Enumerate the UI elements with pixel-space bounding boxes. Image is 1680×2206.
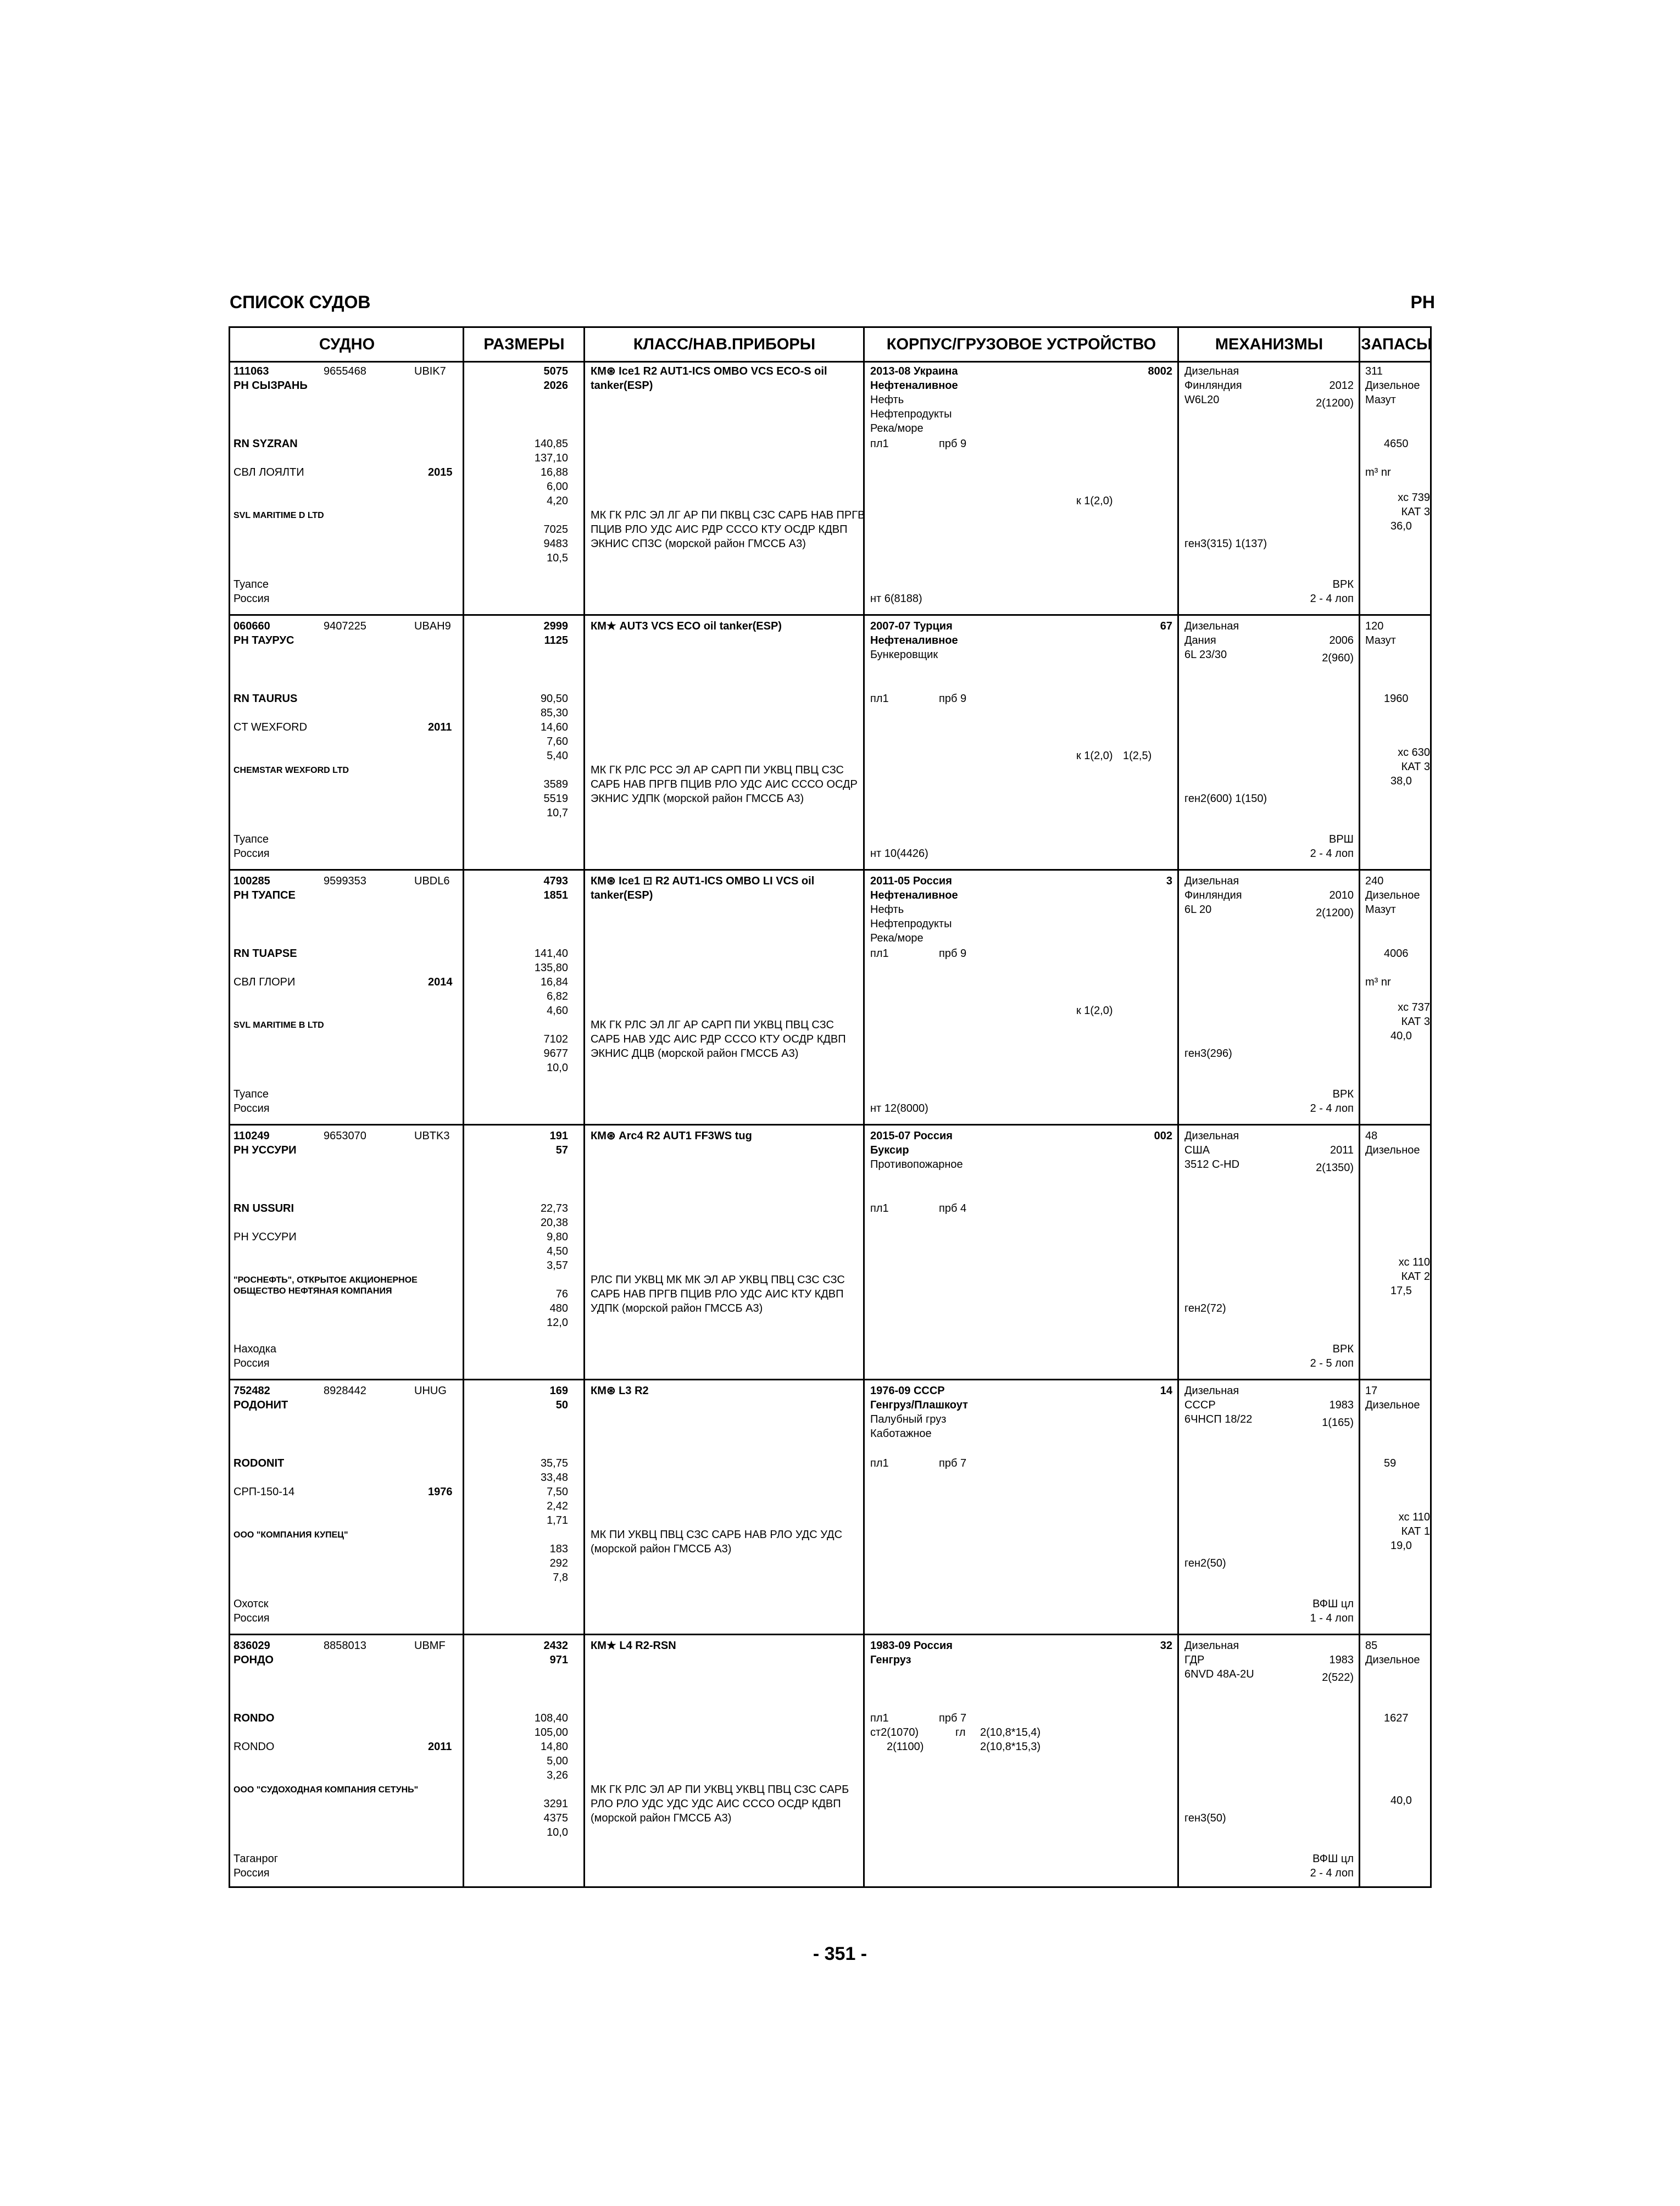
call-sign: UBAH9: [414, 620, 451, 632]
supply-unit: m³ nr: [1365, 976, 1391, 988]
propeller: ВФШ цл: [1312, 1853, 1354, 1865]
owner: ООО "СУДОХОДНАЯ КОМПАНИЯ СЕТУНЬ": [233, 1785, 419, 1795]
tonnage: 2432: [543, 1640, 568, 1652]
vessel-name: РОНДО: [233, 1654, 274, 1666]
flag-country: Россия: [233, 1612, 270, 1624]
imo-number: 9653070: [324, 1130, 366, 1142]
hatch-info: 2(1100): [887, 1741, 924, 1753]
yard-number: 32: [1160, 1640, 1172, 1652]
dimension: 85,30: [540, 707, 568, 719]
deck-count: пл1: [870, 1457, 889, 1469]
capacity: 183: [549, 1543, 568, 1555]
vessel-record: [230, 1126, 1430, 1380]
col-class: КЛАСС/НАВ.ПРИБОРЫ: [633, 336, 816, 353]
build-info: 2015-07 Россия: [870, 1130, 953, 1142]
build-year: 2014: [428, 976, 453, 988]
vessel-record: [230, 1380, 1430, 1635]
capacity: 292: [549, 1557, 568, 1569]
vessel-type: Генгруз: [870, 1654, 911, 1666]
supply-fuel: Дизельное: [1365, 1144, 1420, 1156]
dimension: 137,10: [534, 452, 568, 464]
dimension: 140,85: [534, 438, 568, 450]
build-info: 1976-09 СССР: [870, 1385, 945, 1397]
supply-xc: хс 110: [1398, 1511, 1430, 1523]
tonnage: 50: [555, 1399, 568, 1411]
bulkheads: прб 9: [939, 438, 967, 450]
capacity: 10,0: [547, 1062, 568, 1074]
propeller-blades: 1 - 4 лоп: [1310, 1612, 1354, 1624]
former-name: RONDO: [233, 1741, 275, 1753]
reg-number: 110249: [233, 1130, 270, 1142]
dimension: 4,20: [547, 495, 568, 507]
nav-equipment: МК ГК РЛС РСС ЭЛ АР САРП ПИ УКВЦ ПВЦ СЗС САРБ НАВ ПРГВ ПЦИВ РЛО УДС АИС СССО ОСДР ЭКНИС УДПК (морской район ГМССБ А3): [591, 764, 858, 805]
engine-power: 2(522): [1322, 1672, 1354, 1684]
tonnage: 4793: [543, 875, 568, 887]
vessel-name-latin: RN TUAPSE: [233, 948, 297, 960]
supply-value: 311: [1365, 365, 1383, 377]
engine-country: США: [1184, 1144, 1210, 1156]
propeller-blades: 2 - 5 лоп: [1310, 1357, 1354, 1369]
generators: ген3(296): [1184, 1048, 1232, 1060]
engine-country: Финляндия: [1184, 380, 1242, 392]
dimension: 105,00: [534, 1726, 568, 1739]
vessel-type: Буксир: [870, 1144, 909, 1156]
dimension: 1,71: [547, 1514, 568, 1527]
supply-xc: хс 739: [1398, 492, 1430, 504]
capacity: 3291: [543, 1798, 568, 1810]
supply-fuel: Мазут: [1365, 904, 1396, 916]
engine-year: 1983: [1329, 1654, 1354, 1666]
nav-equipment: МК ГК РЛС ЭЛ АР ПИ УКВЦ УКВЦ ПВЦ СЗС САРБ РЛО РЛО УДС УДС УДС АИС СССО ОСДР КДВП (морской район ГМССБ А3): [591, 1784, 849, 1824]
vessel-name-latin: RODONIT: [233, 1457, 285, 1469]
crane: 1(2,5): [1123, 750, 1152, 762]
engine-type: Дизельная: [1184, 875, 1239, 887]
vessel-name: РН УССУРИ: [233, 1144, 297, 1156]
supply-fuel: Дизельное: [1365, 380, 1420, 392]
capacity: 10,5: [547, 552, 568, 564]
supply-unit: m³ nr: [1365, 466, 1391, 478]
dimension: 6,82: [547, 990, 568, 1002]
supply-capacity: 59: [1384, 1457, 1397, 1469]
imo-number: 9655468: [324, 365, 366, 377]
propeller: ВРШ: [1328, 833, 1354, 845]
owner: CHEMSTAR WEXFORD LTD: [233, 766, 349, 775]
col-dimensions: РАЗМЕРЫ: [483, 336, 565, 353]
capacity: 10,7: [547, 807, 568, 819]
reg-number: 111063: [233, 365, 269, 377]
hatch-info: 2(10,8*15,3): [980, 1741, 1041, 1753]
engine-power: 2(1350): [1316, 1162, 1354, 1174]
tonnage: 1851: [543, 889, 568, 901]
supply-xc: хс 110: [1398, 1256, 1430, 1268]
col-machinery: МЕХАНИЗМЫ: [1215, 336, 1323, 353]
supply-fuel: Дизельное: [1365, 1654, 1420, 1666]
supply-value: 85: [1365, 1640, 1378, 1652]
dimension: 3,26: [547, 1769, 568, 1781]
class-notation: КМ★ L4 R2-RSN: [591, 1640, 676, 1652]
reg-number: 100285: [233, 875, 270, 887]
engine-model: 6L 20: [1184, 904, 1212, 916]
vessel-name-latin: RN USSURI: [233, 1202, 294, 1215]
capacity: 9483: [543, 538, 568, 550]
supply-capacity: 1627: [1384, 1712, 1409, 1724]
engine-type: Дизельная: [1184, 620, 1239, 632]
reg-number: 060660: [233, 620, 270, 632]
supply-category: КАТ 3: [1401, 1016, 1430, 1028]
propeller-blades: 2 - 4 лоп: [1310, 1102, 1354, 1115]
vessel-type: Нефтеналивное: [870, 380, 958, 392]
bulkheads: прб 9: [939, 948, 967, 960]
owner: SVL MARITIME B LTD: [233, 1021, 324, 1030]
cargo-desc: Нефть: [870, 394, 904, 406]
vessel-record: [230, 616, 1430, 871]
yard-number: 14: [1160, 1385, 1172, 1397]
dimension: 90,50: [540, 693, 568, 705]
engine-country: Дания: [1184, 634, 1216, 647]
dimension: 108,40: [534, 1712, 568, 1724]
supply-value: 48: [1365, 1130, 1378, 1142]
imo-number: 9407225: [324, 620, 366, 632]
propeller-blades: 2 - 4 лоп: [1310, 848, 1354, 860]
capacity: 7,8: [553, 1572, 568, 1584]
cargo-desc: Река/море: [870, 422, 924, 434]
engine-power: 2(1200): [1316, 397, 1354, 409]
supply-speed: 40,0: [1390, 1030, 1412, 1042]
propeller: ВРК: [1332, 1343, 1354, 1355]
propeller-blades: 2 - 4 лоп: [1310, 593, 1354, 605]
engine-country: ГДР: [1184, 1654, 1205, 1666]
tonnage: 57: [555, 1144, 568, 1156]
vessel-type: Нефтеналивное: [870, 889, 958, 901]
call-sign: UBMF: [414, 1640, 446, 1652]
supply-capacity: 4006: [1384, 948, 1409, 960]
vessel-record: [230, 871, 1430, 1126]
hatch-info: 2(10,8*15,4): [980, 1726, 1041, 1739]
yard-number: 8002: [1148, 365, 1172, 377]
imo-number: 8928442: [324, 1385, 366, 1397]
supply-fuel: Мазут: [1365, 394, 1396, 406]
former-name: CT WEXFORD: [233, 721, 308, 733]
engine-year: 2010: [1329, 889, 1354, 901]
dimension: 9,80: [547, 1231, 568, 1243]
dimension: 141,40: [534, 948, 568, 960]
capacity: 7102: [543, 1033, 568, 1045]
dimension: 16,88: [540, 466, 568, 478]
dimension: 33,48: [540, 1472, 568, 1484]
capacity: 76: [555, 1288, 568, 1300]
flag-country: Россия: [233, 1357, 270, 1369]
former-name: СВЛ ЛОЯЛТИ: [233, 466, 304, 478]
supply-speed: 17,5: [1390, 1285, 1412, 1297]
imo-number: 9599353: [324, 875, 366, 887]
supply-speed: 19,0: [1390, 1540, 1412, 1552]
deck-count: пл1: [870, 438, 889, 450]
tonnage: 191: [549, 1130, 568, 1142]
capacity: 10,0: [547, 1826, 568, 1839]
col-vessel: СУДНО: [319, 336, 375, 353]
build-year: 2011: [428, 1741, 452, 1753]
call-sign: UHUG: [414, 1385, 447, 1397]
hull-bottom: нт 10(4426): [870, 848, 928, 860]
generators: ген2(50): [1184, 1557, 1226, 1569]
page-title: СПИСОК СУДОВ: [230, 292, 371, 312]
supply-category: КАТ 1: [1401, 1525, 1430, 1537]
dimension: 7,60: [547, 736, 568, 748]
engine-type: Дизельная: [1184, 1640, 1239, 1652]
vessel-name-latin: RONDO: [233, 1712, 275, 1724]
dimension: 22,73: [540, 1202, 568, 1215]
call-sign: UBIK7: [414, 365, 446, 377]
supply-category: КАТ 3: [1401, 506, 1430, 518]
cargo-desc: Противопожарное: [870, 1158, 963, 1171]
capacity: 3589: [543, 778, 568, 790]
nav-equipment: МК ПИ УКВЦ ПВЦ СЗС САРБ НАВ РЛО УДС УДС (морской район ГМССБ А3): [591, 1529, 843, 1555]
tonnage: 169: [549, 1385, 568, 1397]
cargo-desc: Нефтепродукты: [870, 408, 952, 420]
supply-speed: 36,0: [1390, 520, 1412, 532]
cargo-desc: Палубный груз: [870, 1413, 947, 1425]
engine-country: Финляндия: [1184, 889, 1242, 901]
cargo-desc: Бункеровщик: [870, 649, 938, 661]
deck-count: пл1: [870, 1202, 889, 1215]
engine-model: 6L 23/30: [1184, 649, 1227, 661]
cargo-desc: Нефть: [870, 904, 904, 916]
class-notation: КМ⊛ Ice1 ⊡ R2 AUT1-ICS OMBO LI VCS oil tanker(ESP): [591, 875, 815, 901]
tonnage: 2999: [543, 620, 568, 632]
build-year: 2011: [428, 721, 452, 733]
vessel-record: [230, 361, 1430, 616]
former-name: СРП-150-14: [233, 1486, 295, 1498]
nav-equipment: МК ГК РЛС ЭЛ ЛГ АР ПИ ПКВЦ СЗС САРБ НАВ ПРГВ ПЦИВ РЛО УДС АИС РДР СССО КТУ ОСДР КДВП ЭКНИС СПЗС (морской район ГМССБ А3): [591, 509, 865, 550]
bulkheads: прб 7: [939, 1712, 967, 1724]
former-name: СВЛ ГЛОРИ: [233, 976, 296, 988]
home-port: Туапсе: [233, 1088, 269, 1100]
build-info: 1983-09 Россия: [870, 1640, 953, 1652]
engine-year: 2011: [1329, 1144, 1354, 1156]
imo-number: 8858013: [324, 1640, 366, 1652]
vessel-type: Нефтеналивное: [870, 634, 958, 647]
engine-type: Дизельная: [1184, 1130, 1239, 1142]
capacity: 12,0: [547, 1317, 568, 1329]
supply-fuel: Дизельное: [1365, 889, 1420, 901]
flag-country: Россия: [233, 1867, 270, 1879]
dimension: 3,57: [547, 1260, 568, 1272]
tonnage: 5075: [543, 365, 568, 377]
dimension: 135,80: [534, 962, 568, 974]
dimension: 14,60: [540, 721, 568, 733]
deck-count: пл1: [870, 948, 889, 960]
supply-speed: 40,0: [1390, 1795, 1412, 1807]
supply-fuel: Дизельное: [1365, 1399, 1420, 1411]
tonnage: 971: [549, 1654, 568, 1666]
engine-power: 2(1200): [1316, 907, 1354, 919]
col-hull: КОРПУС/ГРУЗОВОЕ УСТРОЙСТВО: [886, 336, 1156, 353]
engine-year: 2006: [1329, 634, 1354, 647]
dimension: 6,00: [547, 481, 568, 493]
cargo-desc: Каботажное: [870, 1428, 932, 1440]
deck-count: пл1: [870, 693, 889, 705]
supply-speed: 38,0: [1390, 775, 1412, 787]
bulkheads: прб 4: [939, 1202, 967, 1215]
vessel-name-latin: RN SYZRAN: [233, 438, 298, 450]
call-sign: UBTK3: [414, 1130, 450, 1142]
vessel-name: РН ТУАПСЕ: [233, 889, 296, 901]
vessel-name-latin: RN TAURUS: [233, 693, 298, 705]
hull-bottom: нт 6(8188): [870, 593, 922, 605]
supply-xc: хс 630: [1398, 747, 1430, 759]
vessel-type: Генгруз/Плашкоут: [870, 1399, 968, 1411]
nav-equipment: МК ГК РЛС ЭЛ ЛГ АР САРП ПИ УКВЦ ПВЦ СЗС САРБ НАВ УДС АИС РДР СССО КТУ ОСДР КДВП ЭКНИС ДЦВ (морской район ГМССБ А3): [591, 1019, 846, 1060]
supply-category: КАТ 2: [1401, 1271, 1430, 1283]
bulkheads: прб 7: [939, 1457, 967, 1469]
crane: к 1(2,0): [1076, 495, 1113, 507]
generators: ген3(315) 1(137): [1184, 538, 1267, 550]
dimension: 35,75: [540, 1457, 568, 1469]
generators: ген3(50): [1184, 1812, 1226, 1824]
home-port: Туапсе: [233, 578, 269, 591]
supply-fuel: Мазут: [1365, 634, 1396, 647]
home-port: Находка: [233, 1343, 277, 1355]
col-supplies: ЗАПАСЫ: [1361, 336, 1432, 353]
crane: к 1(2,0): [1076, 750, 1113, 762]
page-code: РН: [1410, 292, 1435, 312]
propeller-blades: 2 - 4 лоп: [1310, 1867, 1354, 1879]
capacity: 5519: [543, 793, 568, 805]
call-sign: UBDL6: [414, 875, 450, 887]
yard-number: 3: [1166, 875, 1172, 887]
engine-year: 1983: [1329, 1399, 1354, 1411]
build-year: 1976: [428, 1486, 453, 1498]
hull-bottom: нт 12(8000): [870, 1102, 928, 1115]
home-port: Туапсе: [233, 833, 269, 845]
capacity: 480: [549, 1302, 568, 1314]
capacity: 9677: [543, 1048, 568, 1060]
hatch-info: ст2(1070): [870, 1726, 919, 1739]
engine-power: 2(960): [1322, 652, 1354, 664]
propeller: ВФШ цл: [1312, 1598, 1354, 1610]
tonnage: 1125: [544, 634, 568, 647]
flag-country: Россия: [233, 593, 270, 605]
cargo-desc: Нефтепродукты: [870, 918, 952, 930]
capacity: 4375: [543, 1812, 568, 1824]
crane: к 1(2,0): [1076, 1005, 1113, 1017]
dimension: 14,80: [540, 1741, 568, 1753]
bulkheads: прб 9: [939, 693, 967, 705]
engine-type: Дизельная: [1184, 365, 1239, 377]
yard-number: 67: [1160, 620, 1172, 632]
cargo-desc: Река/море: [870, 932, 924, 944]
supply-capacity: 1960: [1384, 693, 1409, 705]
engine-power: 1(165): [1322, 1417, 1354, 1429]
owner: "РОСНЕФТЬ", ОТКРЫТОЕ АКЦИОНЕРНОЕ ОБЩЕСТВО НЕФТЯНАЯ КОМПАНИЯ: [233, 1275, 418, 1296]
vessel-name: РН СЫЗРАНЬ: [233, 380, 308, 392]
generators: ген2(600) 1(150): [1184, 793, 1267, 805]
engine-model: 6ЧНСП 18/22: [1184, 1413, 1253, 1425]
supply-value: 240: [1365, 875, 1384, 887]
dimension: 16,84: [540, 976, 568, 988]
home-port: Таганрог: [233, 1853, 279, 1865]
vessel-record: [230, 1635, 1430, 1890]
deck-count: пл1: [870, 1712, 889, 1724]
capacity: 7025: [543, 523, 568, 536]
table-header: [230, 328, 1430, 363]
reg-number: 752482: [233, 1385, 270, 1397]
engine-type: Дизельная: [1184, 1385, 1239, 1397]
build-info: 2007-07 Турция: [870, 620, 953, 632]
vessel-name: РОДОНИТ: [233, 1399, 288, 1411]
engine-year: 2012: [1329, 380, 1354, 392]
reg-number: 836029: [233, 1640, 270, 1652]
nav-equipment: РЛС ПИ УКВЦ МК МК ЭЛ АР УКВЦ ПВЦ СЗС СЗС САРБ НАВ ПРГВ ПЦИВ РЛО УДС АИС КТУ КДВП УДПК (морской район ГМССБ А3): [591, 1274, 845, 1314]
class-notation: КМ⊛ Arc4 R2 AUT1 FF3WS tug: [591, 1130, 752, 1142]
build-info: 2013-08 Украина: [870, 365, 958, 377]
engine-country: СССР: [1184, 1399, 1216, 1411]
class-notation: КМ★ AUT3 VCS ECO oil tanker(ESP): [591, 620, 782, 632]
dimension: 5,00: [547, 1755, 568, 1767]
dimension: 4,50: [547, 1245, 568, 1257]
supply-xc: хс 737: [1398, 1001, 1430, 1013]
supply-value: 17: [1365, 1385, 1378, 1397]
engine-model: 3512 C-HD: [1184, 1158, 1240, 1171]
build-info: 2011-05 Россия: [870, 875, 952, 887]
flag-country: Россия: [233, 848, 270, 860]
class-notation: КМ⊛ Ice1 R2 AUT1-ICS OMBO VCS ECO-S oil tanker(ESP): [591, 365, 827, 392]
dimension: 4,60: [547, 1005, 568, 1017]
class-notation: КМ⊛ L3 R2: [591, 1385, 649, 1397]
owner: ООО "КОМПАНИЯ КУПЕЦ": [233, 1530, 348, 1540]
engine-model: 6NVD 48A-2U: [1184, 1668, 1254, 1680]
supply-capacity: 4650: [1384, 438, 1409, 450]
build-year: 2015: [428, 466, 453, 478]
dimension: 5,40: [547, 750, 568, 762]
owner: SVL MARITIME D LTD: [233, 511, 324, 520]
dimension: 20,38: [540, 1217, 568, 1229]
yard-number: 002: [1154, 1130, 1172, 1142]
engine-model: W6L20: [1184, 394, 1220, 406]
flag-country: Россия: [233, 1102, 270, 1115]
dimension: 7,50: [547, 1486, 568, 1498]
vessel-table: [229, 326, 1432, 1888]
vessel-name: РН ТАУРУС: [233, 634, 294, 647]
hatch-info: гл: [955, 1726, 966, 1739]
propeller: ВРК: [1332, 1088, 1354, 1100]
propeller: ВРК: [1332, 578, 1354, 591]
former-name: РН УССУРИ: [233, 1231, 297, 1243]
supply-category: КАТ 3: [1401, 761, 1430, 773]
home-port: Охотск: [233, 1598, 269, 1610]
tonnage: 2026: [543, 380, 568, 392]
generators: ген2(72): [1184, 1302, 1226, 1314]
supply-value: 120: [1365, 620, 1384, 632]
page-number: - 351 -: [813, 1943, 867, 1964]
dimension: 2,42: [547, 1500, 568, 1512]
